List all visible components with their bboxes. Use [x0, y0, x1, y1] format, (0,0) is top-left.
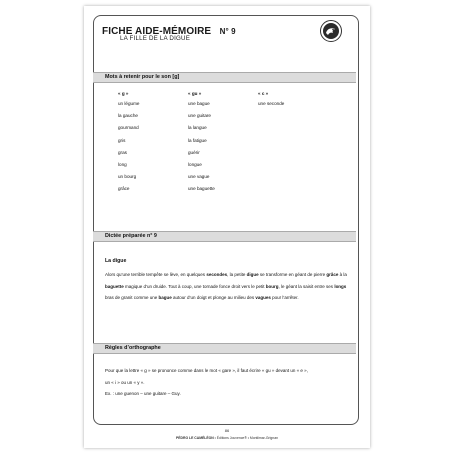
footer [84, 436, 370, 440]
list-item: gris [118, 137, 126, 143]
book-title: PÉDRO LE CAMÉLÉON [176, 436, 214, 440]
list-item: la fatigue [188, 137, 207, 143]
dictee-text-segment: à la [338, 272, 347, 277]
dictee-keyword: bourg [265, 283, 279, 289]
list-item: grâce [118, 186, 130, 192]
fiche-subtitle: LA FILLE DE LA DIGUE [120, 35, 191, 42]
list-item: gras [118, 149, 127, 155]
fiche-title: FICHE AIDE-MÉMOIRE [102, 26, 212, 37]
page-number: 86 [224, 428, 230, 433]
dictee-text-segment: , le géant la saisit entre ses [278, 283, 335, 289]
regle-line: Pour que la lettre « g » se prononce comme dans le mot « gare », il faut écrire « gu » devant un « e », [105, 368, 308, 373]
column-g [118, 90, 139, 196]
dictee-section-label: Dictée préparée n° 9 [105, 233, 157, 239]
dictee-keyword: vagues [255, 295, 271, 301]
list-item: une baguette [188, 186, 215, 192]
list-item: une seconde [258, 101, 285, 106]
chameleon-logo-icon [323, 23, 339, 39]
fiche-number: N° 9 [219, 27, 236, 36]
regle-line: Ex. : une guenon – une guitare – Guy. [105, 391, 181, 397]
list-item: une bague [188, 101, 210, 106]
list-item: une guitare [188, 113, 211, 119]
regle-line: un « i » ou un « y ». [105, 379, 145, 385]
list-item: une vague [188, 174, 210, 180]
column-c [258, 90, 284, 110]
dictee-text-segment: autour d’un doigt et plonge au milieu des [171, 295, 256, 301]
words-section-label: Mots à retenir pour le son [ɡ] [105, 74, 180, 80]
regles-text [105, 365, 351, 400]
dictee-keyword: secondes [206, 272, 228, 277]
dictee-keyword: digue [246, 272, 259, 277]
dictee-text-segment: se transforme en géant de pierre [258, 272, 327, 277]
dictee-text-segment: pour l’arrêter. [270, 295, 299, 301]
dictee-text-segment: magique d’un druide. Tout à coup, une tornade fonce droit vers le petit [123, 283, 266, 289]
dictee-paragraph [105, 269, 351, 304]
list-item: la langue [188, 125, 207, 131]
dictee-title: La digue [105, 258, 127, 264]
dictee-keyword: baguette [105, 283, 124, 289]
dictee-text-segment: Alors qu’une terrible tempête se lève, en quelques [105, 272, 207, 277]
list-item: la gauche [118, 113, 138, 119]
dictee-text-segment: bras de granit comme une [105, 295, 159, 301]
dictee-keyword: bague [158, 295, 172, 301]
column-gu [188, 90, 215, 196]
list-item: long [118, 161, 127, 167]
regles-section-label: Règles d’orthographe [105, 345, 161, 351]
list-item: longue [188, 161, 202, 167]
column-head: « g » [118, 91, 129, 96]
dictee-text-segment: , la petite [227, 272, 247, 277]
column-head: « gu » [188, 91, 202, 96]
logo [320, 20, 342, 42]
worksheet-page [84, 6, 370, 448]
publisher-credit: • Éditions Jouvence® • Montlimar-Grignan [214, 436, 278, 440]
column-head: « c » [258, 91, 269, 96]
list-item: un bourg [118, 174, 137, 180]
list-item: un légume [118, 101, 140, 106]
dictee-keyword: longs [334, 283, 347, 289]
dictee-keyword: grâce [326, 272, 339, 277]
list-item: gourmand [118, 125, 139, 131]
list-item: guérir [188, 149, 200, 155]
